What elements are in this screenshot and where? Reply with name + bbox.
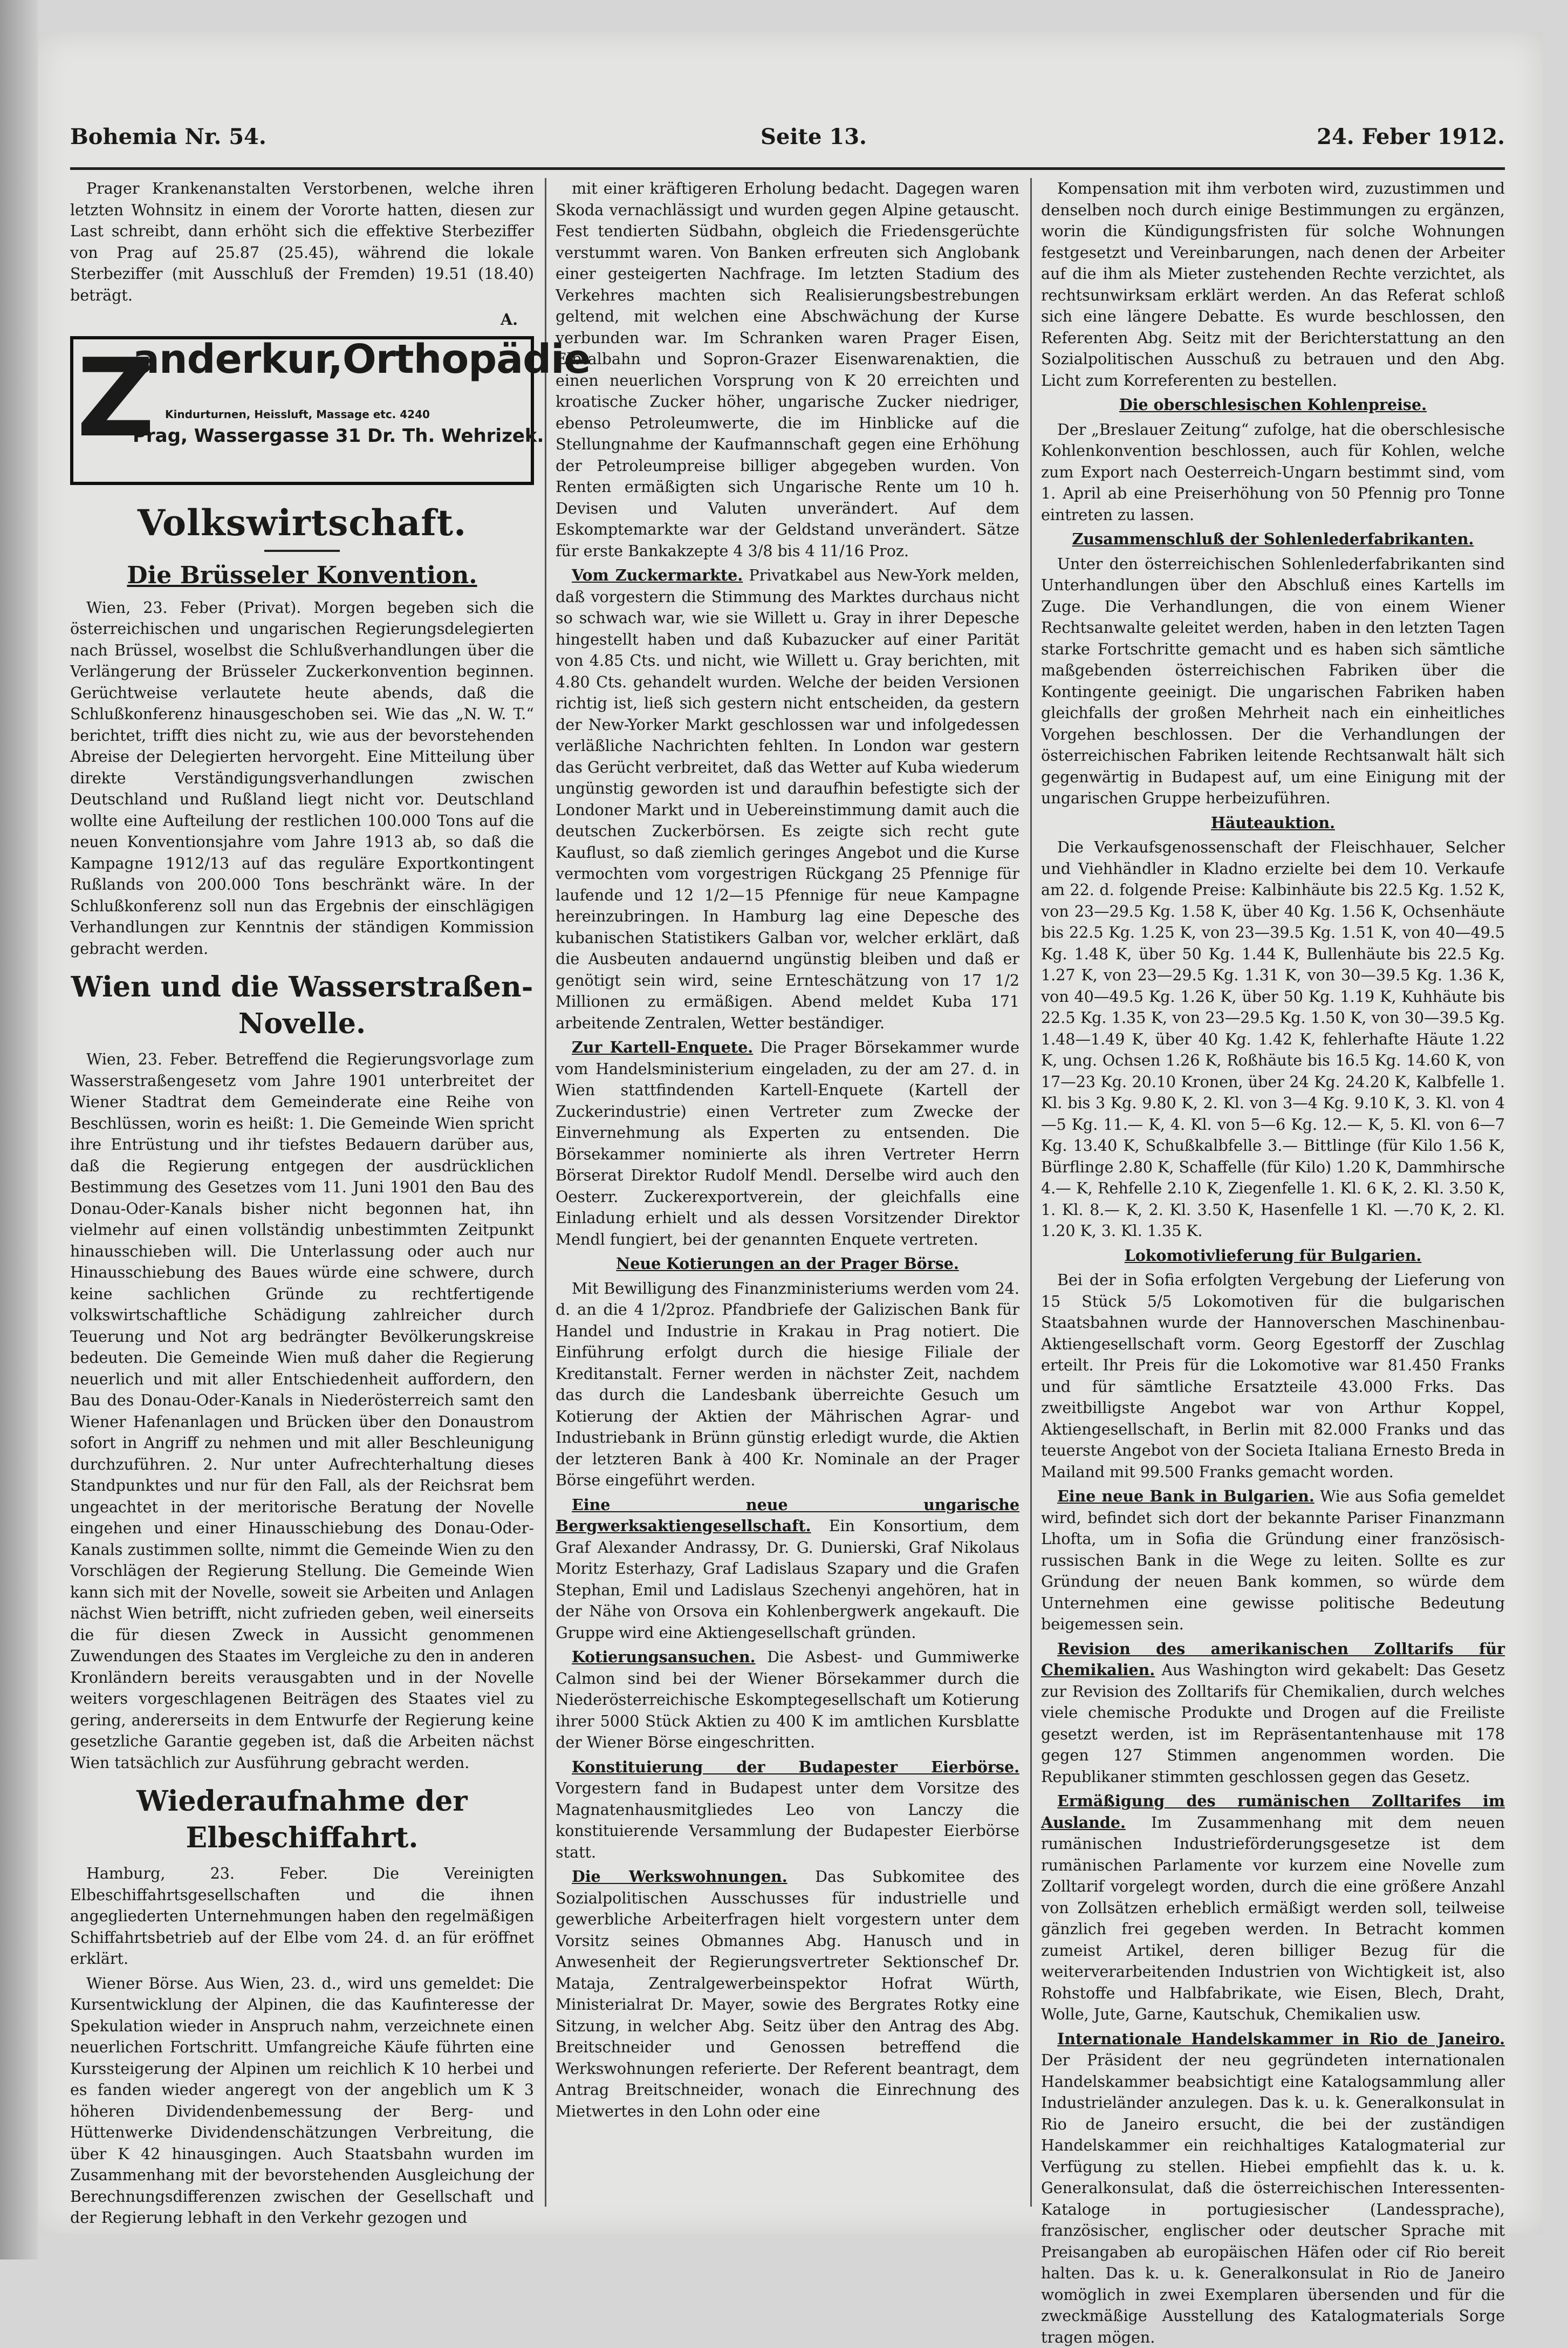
ad-big-letter: Z [77, 339, 155, 458]
ad-address: Prag, Wassergasse 31 Dr. Th. Wehrizek. [133, 426, 544, 447]
item-body: Privatkabel aus New-York melden, daß vorgestern die Stimmung des Marktes durchaus nicht so schwach war, wie sie Willett u. Gray in ihrer Depesche hingestellt haben und daß Kubazucker auf einer Parität von 4.85 Cts. und nicht, wie Willett u. Gray berichten, mit 4.80 Cts. gehandelt wurden. Welche der beiden Versionen richtig ist, ließ sich gestern nicht entscheiden, da gestern der New-Yorker Markt geschlossen war und infolgedessen verläßliche Nachrichten fehlten. In London war gestern das Gerücht verbreitet, daß das Wetter auf Kuba wiederum ungünstig geworden ist und daraufhin befestigte sich der Londoner Markt und in Uebereinstimmung damit auch die deutschen Zuckerbörsen. Es zeigte sich recht gute Kauflust, so daß ziemlich geringes Angebot und die Kurse vermochten vom vorgestrigen Rückgang 25 Pfennige für laufende und 12 1/2—15 Pfennige für neue Kampagne hereinzubringen. In Hamburg lag eine Depesche des kubanischen Statistikers Galban vor, welcher erklärt, daß die Ausbeuten andauernd ungünstig bleiben und daß er genötigt sein wird, seine Ernteschätzung von 17 1/2 Millionen zu ermäßigen. Abend meldet Kuba 171 arbeitende Zentralen, Wetter beständiger. [556, 566, 1019, 1032]
item-title: Kotierungsansuchen. [572, 1648, 756, 1666]
news-item [1041, 1791, 1505, 2025]
ad-title: anderkur,Orthopädie [133, 349, 591, 371]
intro-paragraph: Prager Krankenanstalten Verstorbenen, welche ihren letzten Wohnsitz in einem der Vororte hatten, diesen zur Last schreibt, dann erhöht sich die effektive Sterbeziffer von Prag auf 25.87 (25.45), während die lokale Sterbeziffer (mit Ausschluß der Fremden) 19.51 (18.40) beträgt. [70, 178, 534, 306]
news-item [556, 1037, 1019, 1250]
ad-services: Kindurturnen, Heissluft, Massage etc. 4240 [165, 404, 430, 426]
article-body: Wien, 23. Feber (Privat). Morgen begeben sich die österreichischen und ungarischen Regierungsdelegierten nach Brüssel, woselbst die Schlußverhandlungen über die Verlängerung der Brüsseler Zuckerkonvention beginnen. Gerüchtweise verlautete heute abends, daß die Schlußkonferenz hinausgeschoben sei. Wie das „N. W. T.“ berichtet, trifft dies nicht zu, wie aus der bevorstehenden Abreise der Delegierten hervorgeht. Eine Mitteilung über direkte Verständigungsverhandlungen zwischen Deutschland und Rußland liegt nicht vor. Deutschland wollte eine Aufteilung der restlichen 100.000 Tons auf die neuen Konventionsjahre vom Jahre 1913 ab, so daß die Kampagne 1912/13 auf das reguläre Exportkontingent Rußlands von 200.000 Tons beschränkt wäre. In der Schlußkonferenz soll nun das Ergebnis der einschlägigen Verhandlungen zur Kenntnis der ständigen Kommission gebracht werden. [70, 597, 534, 960]
newspaper-page [38, 32, 1543, 2234]
item-body: Die Prager Börsekammer wurde vom Handelsministerium eingeladen, zu der am 27. d. in Wien stattfindenden Kartell-Enquete (Kartell der Zuckerindustrie) einen Vertreter zum Zwecke der Einvernehmung als Experten zu entsenden. Die Börsekammer nominierte als ihren Vertreter Herrn Börserat Direktor Rudolf Mendl. Derselbe wird auch den Oesterr. Zuckerexportverein, der gleichfalls eine Einladung erhielt und als dessen Vorsitzender Direktor Mendl fungiert, bei der genannten Enquete vertreten. [556, 1039, 1019, 1248]
item-title: Zusammenschluß der Sohlenlederfabrikanten. [1041, 529, 1505, 550]
item-body: Wie aus Sofia gemeldet wird, befindet sich dort der bekannte Pariser Finanzmann Lhofta, um in Sofia die Gründung einer französisch-russischen Bank in die Wege zu leiten. Sollte es zur Gründung der neuen Bank kommen, so würde dem Unternehmen eine gewisse politische Bedeutung beigemessen sein. [1041, 1487, 1505, 1633]
item-title: Vom Zuckermarkte. [572, 566, 743, 584]
page-header [70, 113, 1505, 156]
news-item [1041, 2029, 1505, 2348]
item-body: Unter den österreichischen Sohlenlederfabrikanten sind Unterhandlungen über den Abschluß eines Kartells im Zuge. Die Verhandlungen, die von einem Wiener Rechtsanwalte geleitet werden, haben in den letzten Tagen starke Fortschritte gemacht und es haben sich sämtliche maßgebenden österreichischen Fabriken über die Kontingente geeinigt. Die ungarischen Fabriken haben gleichfalls der großen Mehrheit nach ein einheitliches Vorgehen beschlossen. Der die Verhandlungen der österreichischen Fabriken leitende Rechtsanwalt hält sich gegenwärtig in Budapest auf, um eine Einigung mit der ungarischen Gruppe herbeizuführen. [1041, 554, 1505, 809]
item-title: Eine neue ungarische Bergwerksaktiengesellschaft. [556, 1496, 1019, 1535]
article-body: Kompensation mit ihm verboten wird, zuzustimmen und denselben noch durch einige Bestimmungen zu ergänzen, worin die Kündigungsfristen für solche Wohnungen festgesetzt und Vereinbarungen, nach denen der Arbeiter auf die ihm als Mieter zustehenden Rechte verzichtet, als rechtsunwirksam erklärt werden. An das Referat schloß sich eine längere Debatte. Es wurde beschlossen, den Referenten Abg. Seitz mit der Berichterstattung an den Sozialpolitischen Ausschuß zu betrauen und den Abg. Licht zum Korreferenten zu bestellen. [1041, 178, 1505, 391]
item-body: Das Subkomitee des Sozialpolitischen Ausschusses für industrielle und gewerbliche Arbeiterfragen hielt vorgestern unter dem Vorsitz seines Obmannes Abg. Hanusch und in Anwesenheit der Regierungsvertreter Sektionschef Dr. Mataja, Zentralgewerbeinspektor Hofrat Würth, Ministerialrat Dr. Mayer, sowie des Bergrates Rotky eine Sitzung, in welcher Abg. Seitz über den Antrag des Abg. Breitschneider und Genossen betreffend die Werkswohnungen referierte. Der Referent beantragt, dem Antrag Breitschneider, wonach die Einrechnung des Mietwertes in den Lohn oder eine [556, 1868, 1019, 2120]
column-2 [556, 178, 1019, 2207]
news-item [556, 1757, 1019, 1864]
item-title: Häuteauktion. [1041, 813, 1505, 834]
section-heading: Volkswirtschaft. [70, 501, 534, 544]
news-item [556, 565, 1019, 1034]
article-body: Wiener Börse. Aus Wien, 23. d., wird uns gemeldet: Die Kursentwicklung der Alpinen, die das Kaufinteresse der Spekulation wieder in Anspruch nahm, verzeichnete einen neuerlichen Fortschritt. Umfangreiche Käufe führten eine Kurssteigerung der Alpinen um reichlich K 10 herbei und es fanden wieder angeregt von der angeblich um K 3 höheren Dividendenbemessung der Berg- und Hüttenwerke Dividendenschätzungen Verbreitung, die über K 42 hinausgingen. Auch Staatsbahn wurden im Zusammenhang mit der bevorstehenden Ausgleichung der Berechnungsdifferenzen zwischen der Gesellschaft und der Regierung lebhaft in den Verkehr gezogen und [70, 1973, 534, 2229]
column-1 [70, 178, 534, 2207]
item-title: Die Werkswohnungen. [572, 1867, 788, 1886]
news-item [556, 1494, 1019, 1644]
item-title: Zur Kartell-Enquete. [572, 1038, 753, 1056]
item-body: Mit Bewilligung des Finanzministeriums werden vom 24. d. an die 4 1/2proz. Pfandbriefe der Galizischen Bank für Handel und Industrie in Krakau in Prag notiert. Die Einführung erfolgt durch die hiesige Filiale der Kreditanstalt. Ferner werden in nächster Zeit, nachdem das durch die Landesbank überreichte Gesuch um Kotierung der Aktien der Mährischen Agrar- und Industriebank in Brünn günstig erledigt wurde, die Aktien der letzteren Bank à 400 Kr. Nominale an der Prager Börse eingeführt werden. [556, 1278, 1019, 1491]
news-item [1041, 1486, 1505, 1635]
item-title: Die oberschlesischen Kohlenpreise. [1041, 394, 1505, 416]
item-body: Der „Breslauer Zeitung“ zufolge, hat die oberschlesische Kohlenkonvention beschlossen, auch für Kohlen, welche zum Export nach Oesterreich-Ungarn bestimmt sind, vom 1. April ab eine Preiserhöhung von 50 Pfennig pro Tonne eintreten zu lassen. [1041, 419, 1505, 526]
column-divider [1030, 178, 1032, 2207]
header-publication: Bohemia Nr. 54. [70, 124, 266, 149]
article-title: Wiederaufnahme der Elbeschiffahrt. [70, 1783, 534, 1856]
item-body: Ein Konsortium, dem Graf Alexander Andrassy, Dr. G. Dunierski, Graf Nikolaus Moritz Esterhazy, Graf Ladislaus Szapary und die Grafen Stephan, Emil und Ladislaus Szechenyi angehören, hat in der Nähe von Orsova ein Kohlenbergwerk angekauft. Die Gruppe wird eine Aktiengesellschaft gründen. [556, 1517, 1019, 1642]
item-title: Eine neue Bank in Bulgarien. [1057, 1487, 1314, 1505]
article-body: mit einer kräftigeren Erholung bedacht. Dagegen waren Skoda vernachlässigt und wurden gegen Alpine getauscht. Fest tendierten Südbahn, obgleich die Friedensgerüchte verstummt waren. Von Banken erfreuten sich Anglobank einer gesteigerten Nachfrage. Im letzten Stadium des Verkehres machten sich Realisierungsbestrebungen geltend, mit welchen eine Abschwächung der Kurse verbunden war. Im Schranken waren Prager Eisen, Elbtalbahn und Sopron-Grazer Eisenwarenaktien, die einen neuerlichen Vorsprung von K 20 erreichten und kroatische Zucker höher, ungarische Zucker niedriger, ebenso Petroleumwerte, die im Hinblicke auf die Stellungnahme der Kaufmannschaft gegen eine Erhöhung der Petroleumpreise billiger abgegeben wurden. Von Renten ermäßigten sich Ungarische Rente um 10 h. Devisen und Valuten unverändert. Auf dem Eskomptemarkte war der Geldstand unverändert. Sätze für erste Bankakzepte 4 3/8 bis 4 11/16 Proz. [556, 178, 1019, 562]
article-body: Hamburg, 23. Feber. Die Vereinigten Elbeschiffahrtsgesellschaften und die ihnen angegliederten Unternehmungen haben den regelmäßigen Schiffahrtsbetrieb auf der Elbe vom 24. d. an für eröffnet erklärt. [70, 1863, 534, 1970]
item-title: Lokomotivlieferung für Bulgarien. [1041, 1245, 1505, 1267]
news-item [556, 1866, 1019, 2122]
item-title: Internationale Handelskammer in Rio de Janeiro. [1057, 2030, 1505, 2048]
intro-signature: A. [70, 309, 518, 331]
item-body: Die Verkaufsgenossenschaft der Fleischhauer, Selcher und Viehhändler in Kladno erzielte bei dem 10. Verkaufe am 22. d. folgende Preise: Kalbinhäute bis 22.5 Kg. 1.52 K, von 23—29.5 Kg. 1.58 K, über 40 Kg. 1.56 K, Ochsenhäute bis 22.5 Kg. 1.25 K, von 23—39.5 Kg. 1.51 K, von 40—49.5 Kg. 1.48 K, über 50 Kg. 1.44 K, Bullenhäute bis 22.5 Kg. 1.27 K, von 23—29.5 Kg. 1.31 K, von 30—39.5 Kg. 1.36 K, von 40—49.5 Kg. 1.26 K, über 50 Kg. 1.19 K, Kuhhäute bis 22.5 Kg. 1.35 K, von 23—29.5 Kg. 1.50 K, von 30—39.5 Kg. 1.48—1.49 K, über 40 Kg. 1.42 K, fehlerhafte Häute 1.22 K, ung. Ochsen 1.26 K, Roßhäute bis 16.5 Kg. 14.60 K, von 17—23 Kg. 20.10 Kronen, über 24 Kg. 24.20 K, Kalbfelle 1. Kl. bis 3 Kg. 9.80 K, 2. Kl. von 3—4 Kg. 9.10 K, 3. Kl. von 4—5 Kg. 11.— K, 4. Kl. von 5—6 Kg. 12.— K, 5. Kl. von 6—7 Kg. 13.40 K, Schußkalbfelle 3.— Bittlinge (für Kilo 1.56 K, Bürflinge 2.80 K, Schaffelle (für Kilo) 1.20 K, Dammhirsche 4.— K, Rehfelle 2.10 K, Ziegenfelle 1. Kl. 6 K, 2. Kl. 3.50 K, 1. Kl. 8.— K, 2. Kl. 3.50 K, Hasenfelle 1 Kl. —.70 K, 2. Kl. 1.20 K, 3. Kl. 1.35 K. [1041, 837, 1505, 1242]
header-page-number: Seite 13. [761, 124, 867, 149]
item-body: Der Präsident der neu gegründeten internationalen Handelskammer beabsichtigt eine Katalogsammlung aller Industrieländer anzulegen. Das k. u. k. Generalkonsulat in Rio de Janeiro ersucht, die bei der zuständigen Handelskammer ein reichhaltiges Katalogmaterial zur Verfügung zu stellen. Hiebei empfiehlt das k. u. k. Generalkonsulat, daß die österreichischen Interessenten-Kataloge in portugiesischer (Landessprache), französischer, englischer oder deutscher Sprache mit Preisangaben ab europäischen Häfen oder cif Rio bereit halten. Das k. u. k. Generalkonsulat in Rio de Janeiro womöglich in zwei Exemplaren übersenden und für die zweckmäßige Ausstellung des Katalogmaterials Sorge tragen mögen. [1041, 2051, 1505, 2346]
item-title: Ermäßigung des rumänischen Zolltarifes im Auslande. [1041, 1792, 1505, 1832]
article-body: Wien, 23. Feber. Betreffend die Regierungsvorlage zum Wasserstraßengesetz vom Jahre 1901 unterbreitet der Wiener Stadtrat dem Gemeinderate eine Reihe von Beschlüssen, worin es heißt: 1. Die Gemeinde Wien spricht ihre Entrüstung und ihr tiefstes Bedauern darüber aus, daß die Regierung entgegen der ausdrücklichen Bestimmung des Gesetzes vom 11. Juni 1901 den Bau des Donau-Oder-Kanals bisher nicht begonnen hat, ihn vielmehr auf einen vollständig unbestimmten Zeitpunkt hinausschieben will. Die Unterlassung oder auch nur Hinausschiebung des Baues würde eine schwere, durch keine sachlichen Gründe zu rechtfertigende volkswirtschaftliche Schädigung zahlreicher durch Teuerung und Not arg bedrängter Bevölkerungskreise bedeuten. Die Gemeinde Wien muß daher die Regierung neuerlich und mit aller Entschiedenheit auffordern, den Bau des Donau-Oder-Kanals in Niederösterreich samt den Wiener Hafenanlagen und Brücken über den Donaustrom sofort in Angriff zu nehmen und mit aller Beschleunigung durchzuführen. 2. Nur unter Aufrechterhaltung dieses Standpunktes und nur für den Fall, als der Reichsrat bem ungeachtet in der meritorische Beratung der Novelle eingehen und einer Hinausschiebung des Donau-Oder-Kanals zustimmen sollte, nimmt die Gemeinde Wien zu den Vorschlägen der Regierung Stellung. Die Gemeinde Wien kann sich mit der Novelle, soweit sie Arbeiten und Anlagen nächst Wien betrifft, nicht zufrieden geben, weil einerseits die für diesen Zweck in Aussicht genommenen Zuwendungen des Staates im Vergleiche zu den in anderen Kronländern bereits verausgabten und in der Novelle weiters vorgeschlagenen Beiträgen des Staates viel zu gering, andererseits in dem Entwurfe der Regierung keine gesetzliche Garantie gegeben ist, daß die Arbeiten nächst Wien tatsächlich zur Ausführung gebracht werden. [70, 1049, 534, 1773]
item-body: Im Zusammenhang mit dem neuen rumänischen Industrieförderungsgesetze ist dem rumänischen Parlamente vor kurzem eine Novelle zum Zolltarif vorgelegt worden, durch die eine größere Anzahl von Zollsätzen erheblich ermäßigt werden soll, teilweise gänzlich frei gegeben werden. In Betracht kommen zumeist Artikel, deren billiger Bezug für die weiterverarbeitenden Industrien von Wichtigkeit ist, also Rohstoffe und Halbfabrikate, wie Eisen, Blech, Draht, Wolle, Jute, Garne, Kautschuk, Chemikalien usw. [1041, 1814, 1505, 2024]
item-title: Neue Kotierungen an der Prager Börse. [556, 1253, 1019, 1275]
item-body: Bei der in Sofia erfolgten Vergebung der Lieferung von 15 Stück 5/5 Lokomotiven für die bulgarischen Staatsbahnen wurde der Hannoverschen Maschinenbau-Aktiengesellschaft vorm. Georg Egestorff der Zuschlag erteilt. Ihr Preis für die Lokomotive war 81.450 Franks und für sämtliche Ersatzteile 43.000 Frks. Das zweitbilligste Angebot war von Arthur Koppel, Aktiengesellschaft, in Berlin mit 82.000 Franks und das teuerste Angebot von der Societa Italiana Ernesto Breda in Mailand mit 99.500 Franks gemacht worden. [1041, 1269, 1505, 1483]
item-title: Revision des amerikanischen Zolltarifs für Chemikalien. [1041, 1640, 1505, 1680]
section-underline [264, 550, 340, 552]
item-title: Konstituierung der Budapester Eierbörse. [572, 1758, 1019, 1776]
item-body: Die Asbest- und Gummiwerke Calmon sind bei der Wiener Börsekammer durch die Niederösterreichische Eskomptegesellschaft um Kotierung ihrer 5000 Stück Aktien zu 400 K im amtlichen Kursblatte der Wiener Börse eingeschritten. [556, 1648, 1019, 1751]
header-rule [70, 167, 1505, 170]
column-divider [545, 178, 546, 2207]
item-body: Aus Washington wird gekabelt: Das Gesetz zur Revision des Zolltarifs für Chemikalien, durch welches viele chemische Produkte und Drogen auf die Freiliste gesetzt werden, ist im Repräsentantenhause mit 178 gegen 127 Stimmen angenommen worden. Die Republikaner stimmten geschlossen gegen das Gesetz. [1041, 1661, 1505, 1786]
advertisement-box [70, 336, 534, 485]
article-title: Die Brüsseler Konvention. [70, 559, 534, 592]
scan-edge [0, 0, 38, 2260]
news-item [1041, 1639, 1505, 1788]
item-body: Vorgestern fand in Budapest unter dem Vorsitze des Magnatenhausmitgliedes Leo von Lanczy die konstituierende Versammlung der Budapester Eierbörse statt. [556, 1779, 1019, 1861]
column-3 [1041, 178, 1505, 2207]
header-date: 24. Feber 1912. [1317, 124, 1505, 149]
article-title: Wien und die Wasserstraßen-Novelle. [70, 969, 534, 1042]
news-item [556, 1647, 1019, 1753]
